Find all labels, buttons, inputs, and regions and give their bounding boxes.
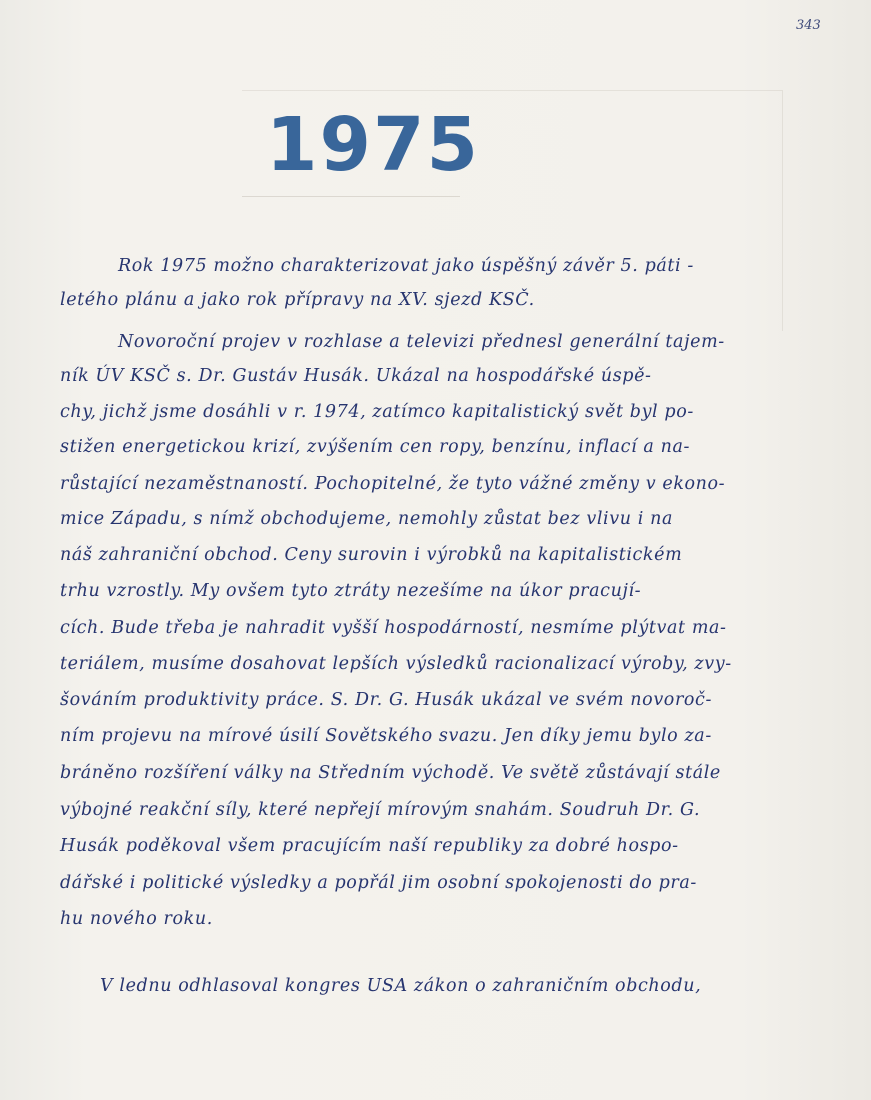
text-line: náš zahraniční obchod. Ceny surovin i výrobků na kapitalistickém	[60, 545, 683, 565]
text-line: bráněno rozšíření války na Středním východě. Ve světě zůstávají stále	[60, 763, 721, 783]
text-line: Husák poděkoval všem pracujícím naší republiky za dobré hospo-	[60, 836, 679, 856]
text-line: Novoroční projev v rozhlase a televizi přednesl generální tajem-	[118, 332, 725, 352]
text-line: ním projevu na mírové úsilí Sovětského svazu. Jen díky jemu bylo za-	[60, 726, 712, 746]
year-heading: 1975	[266, 102, 480, 188]
text-line: mice Západu, s nímž obchodujeme, nemohly zůstat bez vlivu i na	[60, 509, 674, 529]
text-line: teriálem, musíme dosahovat lepších výsledků racionalizací výroby, zvy-	[60, 654, 732, 674]
text-line: Rok 1975 možno charakterizovat jako úspěšný závěr 5. páti -	[118, 256, 694, 276]
text-line: letého plánu a jako rok přípravy na XV. sjezd KSČ.	[60, 290, 535, 310]
text-line: stižen energetickou krizí, zvýšením cen ropy, benzínu, inflací a na-	[60, 437, 691, 457]
text-line: dářské i politické výsledky a popřál jim osobní spokojenosti do pra-	[60, 873, 697, 893]
text-line: trhu vzrostly. My ovšem tyto ztráty nezešíme na úkor pracují-	[60, 581, 642, 601]
text-line: hu nového roku.	[60, 909, 213, 929]
text-line: V lednu odhlasoval kongres USA zákon o zahraničním obchodu,	[100, 976, 702, 996]
text-line: ník ÚV KSČ s. Dr. Gustáv Husák. Ukázal na hospodářské úspě-	[60, 366, 652, 386]
text-line: šováním produktivity práce. S. Dr. G. Husák ukázal ve svém novoroč-	[60, 690, 712, 710]
text-line: cích. Bude třeba je nahradit vyšší hospodárností, nesmíme plýtvat ma-	[60, 618, 727, 638]
page-number: 343	[796, 18, 821, 33]
text-line: chy, jichž jsme dosáhli v r. 1974, zatímco kapitalistický svět byl po-	[60, 402, 694, 422]
text-line: růstající nezaměstnaností. Pochopitelné, že tyto vážné změny v ekono-	[60, 474, 726, 494]
text-line: výbojné reakční síly, které nepřejí mírovým snahám. Soudruh Dr. G.	[60, 800, 701, 820]
